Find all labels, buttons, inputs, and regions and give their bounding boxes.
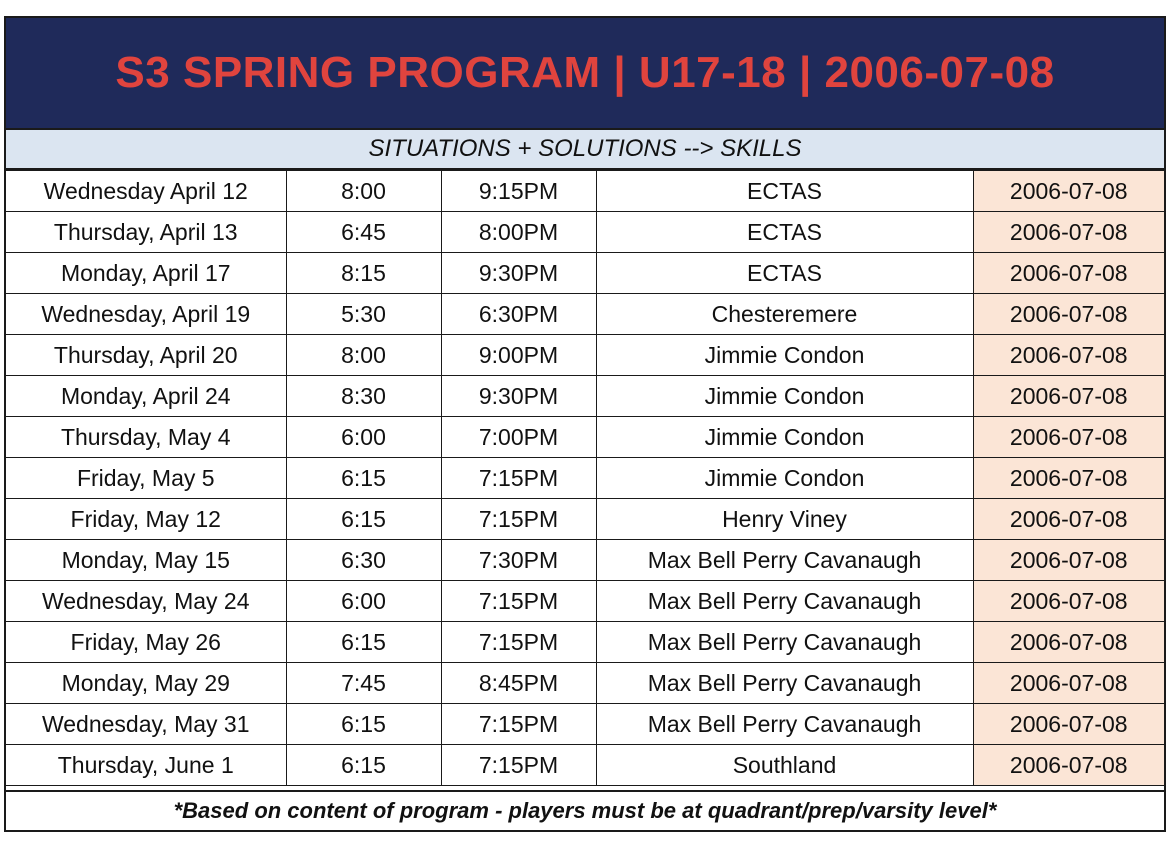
- session-start-cell: 6:00: [286, 417, 441, 458]
- session-start-cell: 5:30: [286, 294, 441, 335]
- session-day-cell: Wednesday April 12: [6, 171, 286, 212]
- table-row: [6, 212, 1164, 253]
- session-date-cell: 2006-07-08: [973, 622, 1164, 663]
- table-row: [6, 171, 1164, 212]
- session-day-cell: Monday, April 24: [6, 376, 286, 417]
- session-day-cell: Wednesday, May 24: [6, 581, 286, 622]
- session-location-cell: Max Bell Perry Cavanaugh: [596, 540, 973, 581]
- footer-note-bar: [6, 790, 1164, 830]
- table-row: [6, 253, 1164, 294]
- session-location-cell: ECTAS: [596, 253, 973, 294]
- session-location-cell: ECTAS: [596, 212, 973, 253]
- session-location-cell: Jimmie Condon: [596, 417, 973, 458]
- session-location-cell: Max Bell Perry Cavanaugh: [596, 581, 973, 622]
- session-start-cell: 6:15: [286, 622, 441, 663]
- session-end-cell: 8:45PM: [441, 663, 596, 704]
- session-date-cell: 2006-07-08: [973, 294, 1164, 335]
- session-end-cell: 7:15PM: [441, 704, 596, 745]
- session-day-cell: Wednesday, April 19: [6, 294, 286, 335]
- session-start-cell: 6:00: [286, 581, 441, 622]
- session-location-cell: Jimmie Condon: [596, 376, 973, 417]
- table-row: [6, 663, 1164, 704]
- page-subtitle: SITUATIONS + SOLUTIONS --> SKILLS: [368, 135, 802, 162]
- table-row: [6, 294, 1164, 335]
- session-location-cell: Southland: [596, 745, 973, 786]
- table-row: [6, 335, 1164, 376]
- session-start-cell: 6:15: [286, 458, 441, 499]
- session-day-cell: Thursday, April 13: [6, 212, 286, 253]
- table-row: [6, 622, 1164, 663]
- session-end-cell: 8:00PM: [441, 212, 596, 253]
- session-date-cell: 2006-07-08: [973, 253, 1164, 294]
- session-start-cell: 8:30: [286, 376, 441, 417]
- session-end-cell: 7:15PM: [441, 581, 596, 622]
- session-day-cell: Wednesday, May 31: [6, 704, 286, 745]
- session-date-cell: 2006-07-08: [973, 581, 1164, 622]
- session-date-cell: 2006-07-08: [973, 540, 1164, 581]
- table-row: [6, 458, 1164, 499]
- session-date-cell: 2006-07-08: [973, 458, 1164, 499]
- session-day-cell: Friday, May 12: [6, 499, 286, 540]
- session-start-cell: 6:15: [286, 745, 441, 786]
- schedule-sheet: [4, 16, 1166, 832]
- session-day-cell: Thursday, June 1: [6, 745, 286, 786]
- session-day-cell: Monday, April 17: [6, 253, 286, 294]
- session-end-cell: 9:30PM: [441, 376, 596, 417]
- table-row: [6, 745, 1164, 786]
- footer-note: *Based on content of program - players must be at quadrant/prep/varsity level*: [173, 798, 997, 823]
- session-start-cell: 8:00: [286, 171, 441, 212]
- session-date-cell: 2006-07-08: [973, 663, 1164, 704]
- session-day-cell: Friday, May 26: [6, 622, 286, 663]
- session-day-cell: Monday, May 15: [6, 540, 286, 581]
- session-end-cell: 9:30PM: [441, 253, 596, 294]
- table-row: [6, 540, 1164, 581]
- session-location-cell: Henry Viney: [596, 499, 973, 540]
- session-day-cell: Thursday, April 20: [6, 335, 286, 376]
- session-end-cell: 7:15PM: [441, 622, 596, 663]
- session-date-cell: 2006-07-08: [973, 499, 1164, 540]
- session-date-cell: 2006-07-08: [973, 417, 1164, 458]
- session-day-cell: Monday, May 29: [6, 663, 286, 704]
- session-start-cell: 8:15: [286, 253, 441, 294]
- session-end-cell: 9:15PM: [441, 171, 596, 212]
- session-date-cell: 2006-07-08: [973, 704, 1164, 745]
- session-date-cell: 2006-07-08: [973, 745, 1164, 786]
- session-end-cell: 6:30PM: [441, 294, 596, 335]
- session-end-cell: 7:00PM: [441, 417, 596, 458]
- session-start-cell: 6:30: [286, 540, 441, 581]
- session-start-cell: 6:15: [286, 704, 441, 745]
- page-title: S3 SPRING PROGRAM | U17-18 | 2006-07-08: [115, 48, 1055, 97]
- session-date-cell: 2006-07-08: [973, 212, 1164, 253]
- session-end-cell: 7:15PM: [441, 745, 596, 786]
- session-location-cell: Jimmie Condon: [596, 335, 973, 376]
- table-row: [6, 581, 1164, 622]
- session-end-cell: 7:15PM: [441, 458, 596, 499]
- subtitle-banner: [6, 130, 1164, 170]
- session-location-cell: Max Bell Perry Cavanaugh: [596, 663, 973, 704]
- session-end-cell: 9:00PM: [441, 335, 596, 376]
- session-location-cell: Chesteremere: [596, 294, 973, 335]
- table-row: [6, 417, 1164, 458]
- session-date-cell: 2006-07-08: [973, 335, 1164, 376]
- session-location-cell: Max Bell Perry Cavanaugh: [596, 704, 973, 745]
- session-date-cell: 2006-07-08: [973, 376, 1164, 417]
- session-location-cell: Max Bell Perry Cavanaugh: [596, 622, 973, 663]
- session-location-cell: Jimmie Condon: [596, 458, 973, 499]
- table-row: [6, 376, 1164, 417]
- session-start-cell: 8:00: [286, 335, 441, 376]
- session-start-cell: 6:15: [286, 499, 441, 540]
- session-date-cell: 2006-07-08: [973, 171, 1164, 212]
- session-day-cell: Thursday, May 4: [6, 417, 286, 458]
- session-end-cell: 7:30PM: [441, 540, 596, 581]
- title-banner: [6, 18, 1164, 130]
- session-start-cell: 6:45: [286, 212, 441, 253]
- schedule-table: [6, 170, 1164, 786]
- table-row: [6, 704, 1164, 745]
- session-day-cell: Friday, May 5: [6, 458, 286, 499]
- session-end-cell: 7:15PM: [441, 499, 596, 540]
- session-start-cell: 7:45: [286, 663, 441, 704]
- session-location-cell: ECTAS: [596, 171, 973, 212]
- table-row: [6, 499, 1164, 540]
